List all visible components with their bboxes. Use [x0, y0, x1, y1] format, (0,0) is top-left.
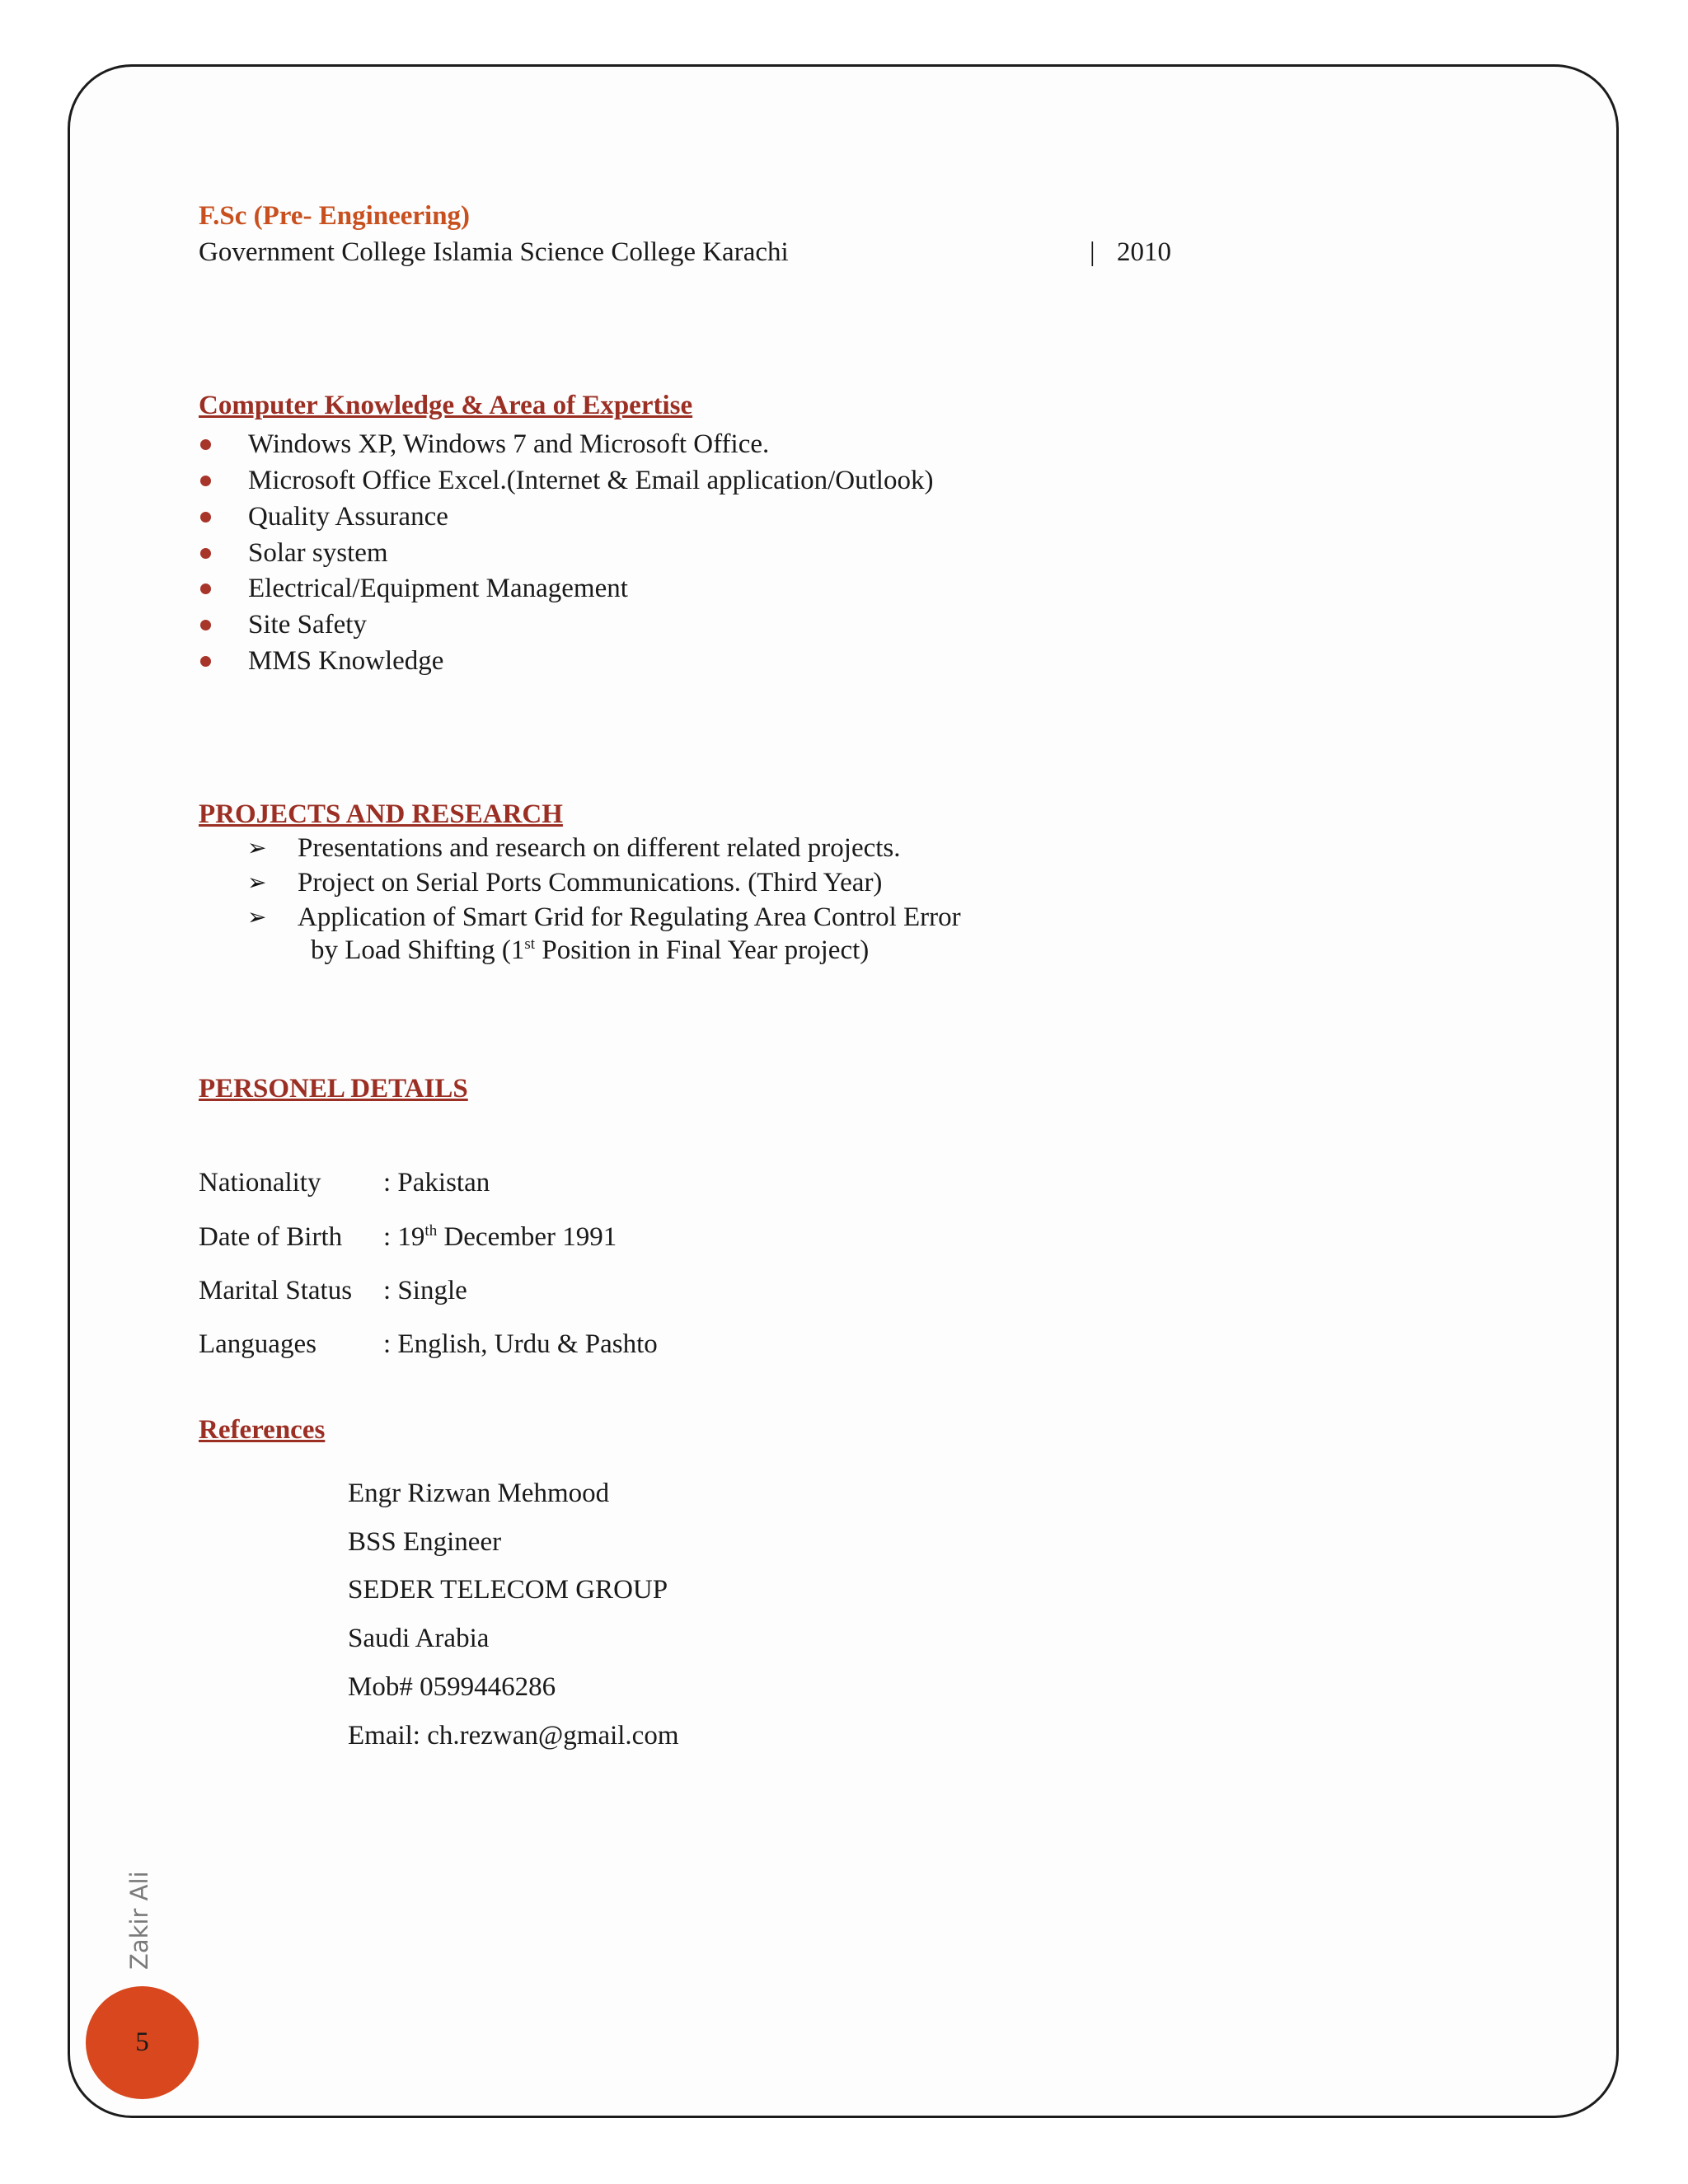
reference-mobile: Mob# 0599446286	[348, 1672, 556, 1702]
education-separator: |	[1090, 237, 1095, 267]
arrow-bullet-icon: ➢	[247, 869, 267, 896]
bullet-icon	[200, 583, 211, 594]
list-item: Windows XP, Windows 7 and Microsoft Office.	[248, 429, 770, 459]
arrow-bullet-icon: ➢	[247, 903, 267, 930]
list-item: Solar system	[248, 538, 388, 568]
reference-country: Saudi Arabia	[348, 1624, 490, 1653]
list-item: Presentations and research on different related projects.	[298, 833, 901, 863]
languages-label: Languages	[199, 1329, 316, 1359]
marital-label: Marital Status	[199, 1276, 353, 1305]
page-number: 5	[135, 2027, 149, 2057]
nationality-label: Nationality	[199, 1168, 321, 1197]
bullet-icon	[200, 512, 211, 523]
list-item: Site Safety	[248, 610, 367, 640]
reference-email: Email: ch.rezwan@gmail.com	[348, 1721, 679, 1750]
education-degree: F.Sc (Pre- Engineering)	[199, 201, 471, 231]
page-number-badge	[86, 1986, 199, 2099]
reference-company: SEDER TELECOM GROUP	[348, 1575, 668, 1605]
list-item: Electrical/Equipment Management	[248, 574, 628, 603]
personal-heading: PERSONEL DETAILS	[199, 1074, 468, 1104]
education-year: 2010	[1117, 237, 1171, 267]
bullet-icon	[200, 620, 211, 630]
dob-value: : 19th December 1991	[383, 1222, 617, 1252]
nationality-value: : Pakistan	[383, 1168, 490, 1197]
marital-value: : Single	[383, 1276, 467, 1305]
list-item-continuation: by Load Shifting (1st Position in Final Year project)	[311, 935, 870, 965]
arrow-bullet-icon: ➢	[247, 834, 267, 861]
dob-label: Date of Birth	[199, 1222, 343, 1252]
languages-value: : English, Urdu & Pashto	[383, 1329, 658, 1359]
education-institution: Government College Islamia Science College Karachi	[199, 237, 789, 267]
bullet-icon	[200, 439, 211, 450]
references-heading: References	[199, 1415, 326, 1445]
bullet-icon	[200, 548, 211, 559]
bullet-icon	[200, 656, 211, 667]
projects-heading: PROJECTS AND RESEARCH	[199, 799, 563, 829]
list-item: Project on Serial Ports Communications. (Third Year)	[298, 868, 883, 898]
reference-name: Engr Rizwan Mehmood	[348, 1479, 610, 1508]
list-item: MMS Knowledge	[248, 646, 444, 676]
list-item: Quality Assurance	[248, 502, 448, 532]
author-name: Zakir Ali	[125, 1871, 153, 1970]
reference-title: BSS Engineer	[348, 1527, 502, 1557]
list-item: Application of Smart Grid for Regulating Area Control Error	[298, 902, 961, 932]
bullet-icon	[200, 476, 211, 486]
list-item: Microsoft Office Excel.(Internet & Email application/Outlook)	[248, 466, 934, 495]
expertise-heading: Computer Knowledge & Area of Expertise	[199, 391, 693, 420]
